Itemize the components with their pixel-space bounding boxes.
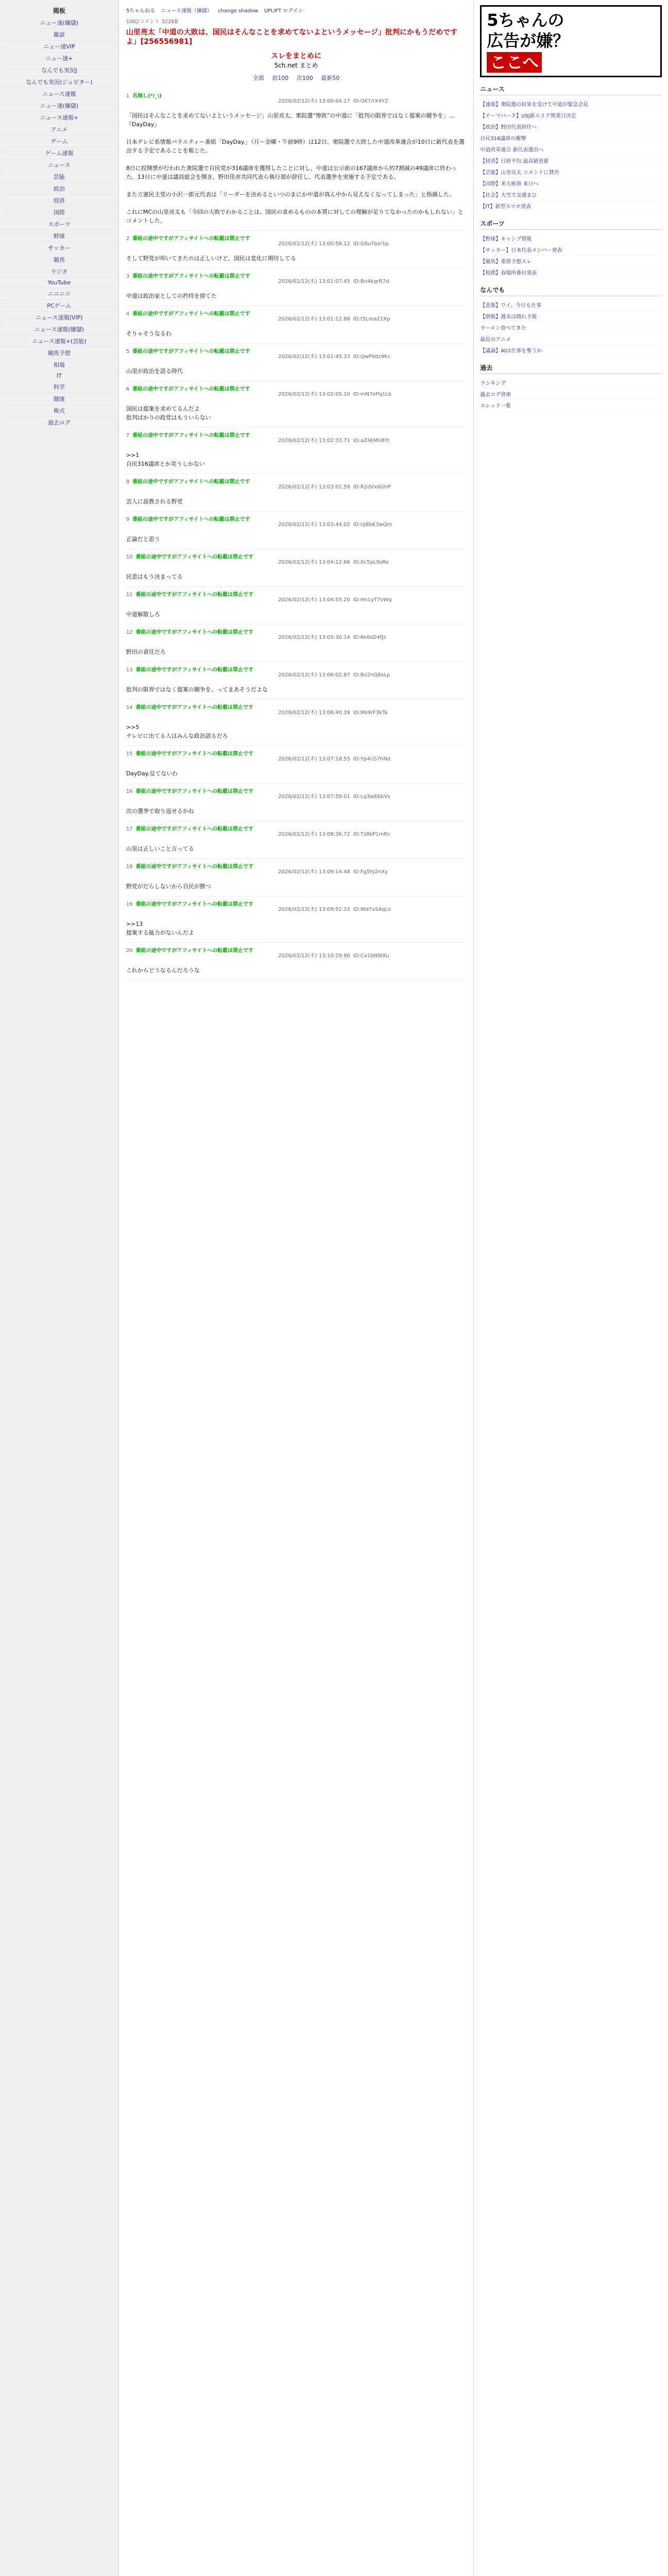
right-list-item[interactable]: 【テーマパーク】USJ新エリア開業日決定 <box>480 110 662 121</box>
post-body: 「国民はそんなことを求めてないよというメッセージ」山里亮太、衆院選“惨敗”の中道に「批判の限界ではなく提案の競争を」…『DayDay』 日本テレビ系情報バラエティー番組「DayDay.」（月～金曜・午前9時）は12日、衆院選で大敗した中道改革連合が10日に新代表を選出する予定であることを報じた。 8日に投開票が行われた衆院選で自民党が316議席を獲得したことに対し、中道は公示前の167議席から約7割減の49議席に終わった。13日に中道は議員総会を開き、野田佳彦共同代表ら執行部が辞任し、代表選挙を実施する予定である。 また立憲民主党の小沢一郎元代表は「リーダーを決めるといつのまにか中道が真ん中から見えなくなってしまった」と指摘した。 これにMCの山里亮太も「今回の大敗でわかることは、国民の求めるものの本質に対しての理解が足りてなかったのかもしれない」とコメントした。 <box>126 112 465 224</box>
post <box>126 549 466 587</box>
post-author: 番組の途中ですがアフィサイトへの転載は禁止です <box>135 902 254 907</box>
sports-section <box>480 219 662 278</box>
post <box>126 88 466 231</box>
banner-line1: 5ちゃんの <box>487 10 564 30</box>
sidebar-item[interactable]: ラジオ <box>0 266 118 278</box>
post-body: 山里は正しいこと言ってる <box>126 845 194 852</box>
right-list-item[interactable]: 【サッカー】日本代表メンバー発表 <box>480 244 662 256</box>
sidebar-item[interactable]: ゲーム速報 <box>0 147 118 159</box>
post-body: DayDay.見てないわ <box>126 770 178 777</box>
post <box>126 474 466 512</box>
post-meta <box>126 477 466 495</box>
post-id[interactable]: ID:aZ4kMn8Yt <box>353 438 390 444</box>
post-meta <box>126 347 466 365</box>
post-date: 2026/02/12(木) 13:09:52.33 <box>278 907 350 912</box>
post-body: 正論だと思う <box>126 536 160 543</box>
post-number[interactable]: 5 <box>126 349 130 354</box>
post-date: 2026/02/12(木) 13:06:40.39 <box>278 710 350 716</box>
post <box>126 896 466 943</box>
post-id[interactable]: ID:Xc5pL9sRe <box>353 560 389 565</box>
post <box>126 943 466 980</box>
post-author: 番組の途中ですがアフィサイトへの転載は禁止です <box>132 349 250 354</box>
post <box>126 428 466 474</box>
crumb-1[interactable]: ニュース速報（嫌儲） <box>161 8 212 14</box>
post-body: 民意はもう決まってる <box>126 573 183 580</box>
sidebar-item[interactable]: 科学 <box>0 381 118 393</box>
post-id[interactable]: ID:Wd7vS4qLo <box>353 907 391 912</box>
post-id[interactable]: ID:Yp4cG7hNd <box>353 756 391 762</box>
thread-stats: 1002コメント 322KB <box>126 19 178 25</box>
sidebar-item[interactable]: ニュース速報+(芸能) <box>0 335 118 347</box>
post-number[interactable]: 15 <box>126 751 133 757</box>
sidebar-item[interactable]: 野球 <box>0 230 118 242</box>
other-title: 過去 <box>480 363 662 374</box>
post-author: 番組の途中ですがアフィサイトへの転載は禁止です <box>135 864 254 870</box>
post-meta <box>126 900 466 918</box>
post-author: 番組の途中ですがアフィサイトへの転載は禁止です <box>132 311 250 317</box>
sidebar-item[interactable]: 相場 <box>0 359 118 371</box>
right-list-item[interactable]: 【社会】大雪で交通まひ <box>480 189 662 200</box>
post-id[interactable]: ID:Uj8bK3wQm <box>353 522 392 528</box>
post-body: 中道解散しろ <box>126 611 160 618</box>
post-date: 2026/02/12(木) 13:01:45.33 <box>278 354 350 360</box>
pager <box>126 74 466 82</box>
matome-ad-line1: スレをまとめに <box>271 52 322 60</box>
sidebar-item[interactable]: 雑談 <box>0 29 118 41</box>
news-title: ニュース <box>480 84 662 95</box>
right-list-item[interactable]: 【経済】日経平均 最高値更新 <box>480 155 662 166</box>
post-id[interactable]: ID:QwP0dz9Kc <box>353 354 391 360</box>
sidebar-item[interactable]: 過去ログ <box>0 417 118 429</box>
post-number[interactable]: 8 <box>126 479 130 485</box>
post-number[interactable]: 2 <box>126 236 130 242</box>
sidebar-item[interactable]: 芸能 <box>0 171 118 183</box>
sidebar-item[interactable]: スポーツ <box>0 218 118 230</box>
right-list-item[interactable]: 【野球】キャンプ情報 <box>480 233 662 244</box>
post-meta <box>126 946 466 964</box>
sidebar-item[interactable]: 経済 <box>0 195 118 207</box>
sidebar-item[interactable]: 国際 <box>0 207 118 218</box>
right-list-item[interactable]: 【悲報】ワイ、今日も仕事 <box>480 299 662 311</box>
sidebar-item[interactable]: 競馬予想 <box>0 347 118 359</box>
post-date: 2026/02/12(木) 13:05:30.14 <box>278 635 350 640</box>
nanj-title: なんでも <box>480 285 662 296</box>
post-meta <box>126 703 466 721</box>
banner-line3: ここへ <box>487 52 542 73</box>
sidebar-item[interactable]: なんでも実況J <box>0 64 118 76</box>
post-list <box>126 88 466 980</box>
post-id[interactable]: ID:Fg5hJ2nXy <box>353 869 388 875</box>
post <box>126 344 466 381</box>
sports-title: スポーツ <box>480 219 662 230</box>
left-sidebar <box>0 0 119 2576</box>
right-list-item[interactable]: 【国際】米大統領 来日へ <box>480 178 662 189</box>
right-list-item[interactable]: 【相撲】春場所番付発表 <box>480 267 662 278</box>
pager-all[interactable]: 全部 <box>252 75 264 81</box>
sidebar-item[interactable]: ニュー速+ <box>0 53 118 64</box>
right-list-item[interactable]: 最近のアニメ <box>480 333 662 345</box>
post <box>126 821 466 859</box>
right-list-item[interactable]: 【競馬】重賞予想スレ <box>480 256 662 267</box>
sidebar-item[interactable]: 政治 <box>0 183 118 195</box>
right-list-item[interactable]: 【朗報】週末は晴れ予報 <box>480 311 662 322</box>
sidebar-item[interactable]: ゲーム <box>0 135 118 147</box>
right-column <box>474 0 668 2576</box>
post-date: 2026/02/12(木) 13:07:59.01 <box>278 794 350 800</box>
post-body: >>5 テレビに出てる人はみんな政治語るだろ <box>126 724 228 739</box>
right-list-item[interactable]: 【IT】新型スマホ発表 <box>480 200 662 212</box>
post-id[interactable]: ID:Ms9rF3kTa <box>353 710 388 716</box>
post-number[interactable]: 11 <box>126 592 133 598</box>
post-date: 2026/02/12(木) 13:04:12.66 <box>278 560 350 565</box>
sidebar-item[interactable]: ニュース速報(VIP) <box>0 312 118 324</box>
post-id[interactable]: ID:R2dVx6GhP <box>353 484 391 490</box>
crumb-0[interactable]: 5ちゃんねる <box>126 8 156 14</box>
sidebar-item[interactable]: ニュース速報+ <box>0 112 118 124</box>
post-date: 2026/02/12(木) 13:00:04.17 <box>278 98 350 104</box>
post-date: 2026/02/12(木) 13:03:44.02 <box>278 522 350 528</box>
post-number[interactable]: 3 <box>126 274 130 279</box>
post-meta <box>126 384 466 402</box>
post-meta <box>126 824 466 842</box>
post-meta <box>126 590 466 608</box>
pager-next[interactable]: 次100 <box>296 75 313 81</box>
post-author: 番組の途中ですがアフィサイトへの転載は禁止です <box>135 751 254 757</box>
post-body: 野党がだらしないから自民が勝つ <box>126 883 211 890</box>
sidebar-item[interactable]: ニュー速VIP <box>0 41 118 53</box>
sidebar-item[interactable]: 健康 <box>0 393 118 405</box>
post <box>126 859 466 896</box>
sidebar-item[interactable]: ニュース速報(嫌儲) <box>0 324 118 335</box>
sidebar-item[interactable]: 株式 <box>0 405 118 417</box>
post-date: 2026/02/12(木) 13:04:55.20 <box>278 597 350 603</box>
post-body: 野田の責任だろ <box>126 649 166 655</box>
crumb-2[interactable]: change shadow <box>218 8 259 14</box>
post-number[interactable]: 7 <box>126 433 130 438</box>
thread-title: 山里亮太「中道の大敗は、国民はそんなことを求めてないよというメッセージ」批判にかもうだめですよ」[256556981] <box>126 28 457 46</box>
right-list-item[interactable]: 自民316議席の衝撃 <box>480 132 662 144</box>
post-date: 2026/02/12(木) 13:10:29.90 <box>278 953 350 959</box>
post-number[interactable]: 17 <box>126 826 133 832</box>
post-date: 2026/02/12(木) 13:06:02.87 <box>278 672 350 678</box>
post-date: 2026/02/12(木) 13:03:01.59 <box>278 484 350 490</box>
post-author: 番組の途中ですがアフィサイトへの転載は禁止です <box>135 705 254 710</box>
post-number[interactable]: 16 <box>126 789 133 794</box>
post-body: これからどうなるんだろうな <box>126 967 200 974</box>
post-number[interactable]: 12 <box>126 630 133 635</box>
sidebar-list <box>0 17 118 429</box>
post <box>126 587 466 624</box>
sidebar-item[interactable]: ニュース速報 <box>0 88 118 100</box>
post-id[interactable]: ID:mN7ePq1Lb <box>353 392 392 397</box>
post-date: 2026/02/12(木) 13:01:12.88 <box>278 316 350 322</box>
right-list-item[interactable]: 【速報】衆院選の結果を受けて中道が緊急会見 <box>480 98 662 110</box>
post-author: 番組の途中ですがアフィサイトへの転載は禁止です <box>135 826 254 832</box>
post-meta <box>126 515 466 533</box>
post-id[interactable]: ID:Ke6sD4fJz <box>353 635 386 640</box>
post <box>126 624 466 662</box>
post-author: 番組の途中ですがアフィサイトへの転載は禁止です <box>132 274 250 279</box>
post-id[interactable]: ID:G8uYbzr1p <box>353 241 389 247</box>
sidebar-item[interactable]: アニメ <box>0 124 118 135</box>
post-meta <box>126 628 466 646</box>
post-number[interactable]: 9 <box>126 517 130 522</box>
post-meta <box>126 862 466 880</box>
right-list-item[interactable]: 【政治】野田代表辞任へ <box>480 121 662 132</box>
post-id[interactable]: ID:Bn4kqrR7d <box>353 279 389 284</box>
post <box>126 662 466 700</box>
post-number[interactable]: 4 <box>126 311 130 317</box>
post-id[interactable]: ID:Bv2nQ8xLp <box>353 672 390 678</box>
post-author: 番組の途中ですがアフィサイトへの転載は禁止です <box>135 789 254 794</box>
right-list-item[interactable]: ラーメン食べてきた <box>480 322 662 333</box>
right-list-item[interactable]: 【議論】AIは仕事を奪うか <box>480 345 662 356</box>
sidebar-title: 掲板 <box>53 7 65 14</box>
post-body: そして野党が叩いてきたのは正しいけど、国民は変化に期待してる <box>126 255 296 262</box>
sidebar-item[interactable]: ニュース <box>0 159 118 171</box>
post-meta <box>126 91 466 109</box>
sidebar-item[interactable]: IT <box>0 371 118 381</box>
post-number[interactable]: 14 <box>126 705 133 710</box>
right-list-item[interactable]: ランキング <box>480 377 662 388</box>
ad-banner[interactable] <box>480 5 662 77</box>
right-list-item[interactable]: 過去ログ倉庫 <box>480 388 662 400</box>
right-list-item[interactable]: 中道改革連合 新代表選出へ <box>480 144 662 155</box>
post-date: 2026/02/12(木) 13:02:05.10 <box>278 392 350 397</box>
right-list-item[interactable]: 【芸能】山里亮太 コメントに賛否 <box>480 166 662 178</box>
post-author: 番組の途中ですがアフィサイトへの転載は禁止です <box>135 948 254 954</box>
sidebar-item[interactable]: 競馬 <box>0 254 118 266</box>
post-body: 芸人に説教される野党 <box>126 498 183 505</box>
sidebar-item[interactable]: ニュー速(嫌儲) <box>0 17 118 29</box>
post <box>126 700 466 746</box>
crumb-3[interactable]: UPLIFT ログイン <box>264 8 303 14</box>
post-body: 山里が政治を語る時代 <box>126 368 183 375</box>
post-number[interactable]: 18 <box>126 864 133 870</box>
post-id[interactable]: ID:t5Lma21Xp <box>353 316 390 322</box>
post <box>126 512 466 549</box>
post-body: そりゃそうなるわ <box>126 330 172 337</box>
post <box>126 784 466 821</box>
post-author: 番組の途中ですがアフィサイトへの転載は禁止です <box>132 517 250 522</box>
post-number[interactable]: 13 <box>126 667 133 673</box>
post <box>126 231 466 268</box>
sidebar-item[interactable]: YouTube <box>0 278 118 288</box>
sidebar-item[interactable]: なんでも実況(ジュピター) <box>0 76 118 88</box>
post-id[interactable]: ID:Ca1bN9tKu <box>353 953 389 959</box>
post-meta <box>126 552 466 570</box>
post-author: 番組の途中ですがアフィサイトへの転載は禁止です <box>135 592 254 598</box>
post-author: 番組の途中ですがアフィサイトへの転載は禁止です <box>132 433 250 438</box>
main-thread <box>119 0 474 2576</box>
matome-ad-line2: 5ch.net まとめ <box>274 62 318 69</box>
post-body: 国民は提案を求めてるんだよ 批判ばかりの政党はもういらない <box>126 405 211 421</box>
nanj-section <box>480 285 662 356</box>
post-meta <box>126 749 466 767</box>
post-author: 番組の途中ですがアフィサイトへの転載は禁止です <box>135 667 254 673</box>
post-body: >>1 自民316議席とか笑うしかない <box>126 452 205 467</box>
post-meta <box>126 272 466 290</box>
news-section <box>480 84 662 212</box>
post-number[interactable]: 6 <box>126 386 130 392</box>
post <box>126 306 466 344</box>
post <box>126 268 466 306</box>
post-author: 番組の途中ですがアフィサイトへの転載は禁止です <box>132 236 250 242</box>
post-id[interactable]: ID:Tz8kP1mRc <box>353 832 390 837</box>
post-date: 2026/02/12(木) 13:00:58.12 <box>278 241 350 247</box>
post-body: 次の選挙で取り返せるかね <box>126 808 194 815</box>
post-date: 2026/02/12(木) 13:09:14.48 <box>278 869 350 875</box>
sidebar-item[interactable]: ニコニコ <box>0 288 118 300</box>
post-body: 中道は政治家としての矜持を捨てた <box>126 293 217 299</box>
post-meta <box>126 309 466 327</box>
post-date: 2026/02/12(木) 13:08:36.72 <box>278 832 350 837</box>
post-author: 名無し(*/_\) <box>132 93 162 99</box>
post-author: 番組の途中ですがアフィサイトへの転載は禁止です <box>135 554 254 560</box>
sidebar-item[interactable]: ニュー速(嫌儲) <box>0 100 118 112</box>
post-number[interactable]: 1 <box>126 93 130 99</box>
post-id[interactable]: ID:Lq3wE6bVs <box>353 794 390 800</box>
post-body: 批判の限界ではなく提案の競争を、ってまあそうだよな <box>126 686 268 693</box>
post-id[interactable]: ID:OX7/rX4YZ <box>353 98 388 104</box>
post-author: 番組の途中ですがアフィサイトへの転載は禁止です <box>132 479 250 485</box>
sidebar-item[interactable]: サッカー <box>0 242 118 254</box>
post-author: 番組の途中ですがアフィサイトへの転載は禁止です <box>132 386 250 392</box>
post <box>126 381 466 428</box>
right-list-item[interactable]: スレッド一覧 <box>480 400 662 411</box>
post-meta <box>126 665 466 683</box>
post <box>126 746 466 784</box>
pager-latest[interactable]: 最新50 <box>321 75 340 81</box>
other-section <box>480 363 662 411</box>
breadcrumb <box>126 6 466 14</box>
post-author: 番組の途中ですがアフィサイトへの転載は禁止です <box>135 630 254 635</box>
post-meta <box>126 431 466 449</box>
post-number[interactable]: 10 <box>126 554 133 560</box>
post-body: >>13 提案する能力がないんだよ <box>126 921 194 936</box>
post-number[interactable]: 20 <box>126 948 133 954</box>
post-date: 2026/02/12(木) 13:07:18.55 <box>278 756 350 762</box>
post-date: 2026/02/12(木) 13:02:33.71 <box>278 438 350 444</box>
sidebar-item[interactable]: PCゲーム <box>0 300 118 312</box>
banner-line2: 広告が嫌？ <box>487 31 570 50</box>
post-number[interactable]: 19 <box>126 902 133 907</box>
post-meta <box>126 234 466 252</box>
matome-ad[interactable] <box>126 50 466 70</box>
post-id[interactable]: ID:Hn1yT7vWq <box>353 597 392 603</box>
pager-prev[interactable]: 前100 <box>272 75 289 81</box>
post-date: 2026/02/12(木) 13:01:07.45 <box>278 279 350 284</box>
post-meta <box>126 787 466 805</box>
